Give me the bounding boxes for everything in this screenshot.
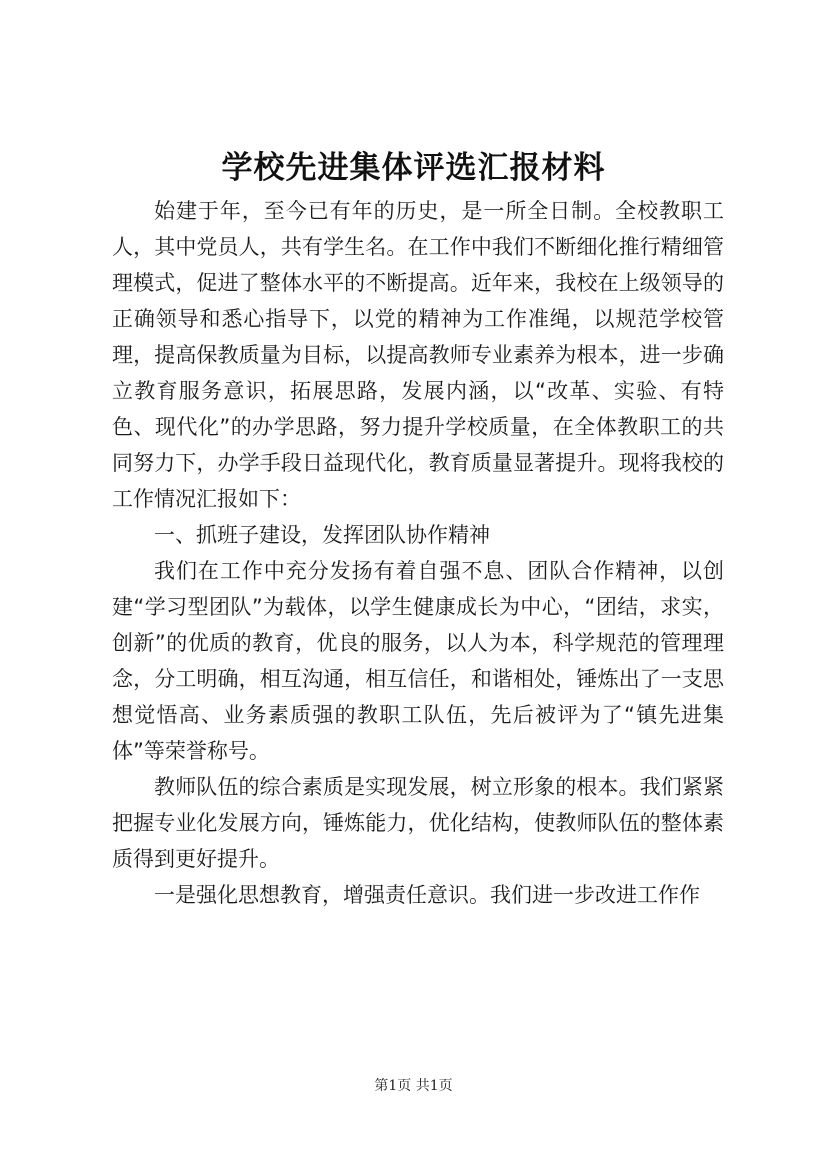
paragraph-team: 我们在工作中充分发扬有着自强不息、团队合作精神，以创建“学习型团队”为载体，以学生健康成长为中心，“团结，求实，创新”的优质的教育，优良的服务，以人为本，科学规范的管理理念，分工明确，相互沟通，相互信任，和谐相处，锤炼出了一支思想觉悟高、业务素质强的教职工队伍，先后被评为了“镇先进集体”等荣誉称号。 bbox=[112, 559, 724, 763]
document-title: 学校先进集体评选汇报材料 bbox=[221, 150, 606, 186]
document-body bbox=[112, 193, 724, 913]
page-footer: 第1页 共1页 bbox=[374, 1078, 453, 1094]
paragraph-point-one: 一是强化思想教育，增强责任意识。我们进一步改进工作作 bbox=[154, 883, 700, 907]
section-heading: 一、抓班子建设，发挥团队协作精神 bbox=[154, 523, 490, 547]
paragraph-teachers: 教师队伍的综合素质是实现发展，树立形象的根本。我们紧紧把握专业化发展方向，锤炼能力，优化结构，使教师队伍的整体素质得到更好提升。 bbox=[112, 775, 724, 871]
paragraph-intro: 始建于年，至今已有年的历史，是一所全日制。全校教职工人，其中党员人，共有学生名。在工作中我们不断细化推行精细管理模式，促进了整体水平的不断提高。近年来，我校在上级领导的正确领导和悉心指导下，以党的精神为工作准绳，以规范学校管理，提高保教质量为目标，以提高教师专业素养为根本，进一步确立教育服务意识，拓展思路，发展内涵，以“改革、实验、有特色、现代化”的办学思路，努力提升学校质量，在全体教职工的共同努力下，办学手段日益现代化，教育质量显著提升。现将我校的工作情况汇报如下： bbox=[112, 199, 724, 511]
